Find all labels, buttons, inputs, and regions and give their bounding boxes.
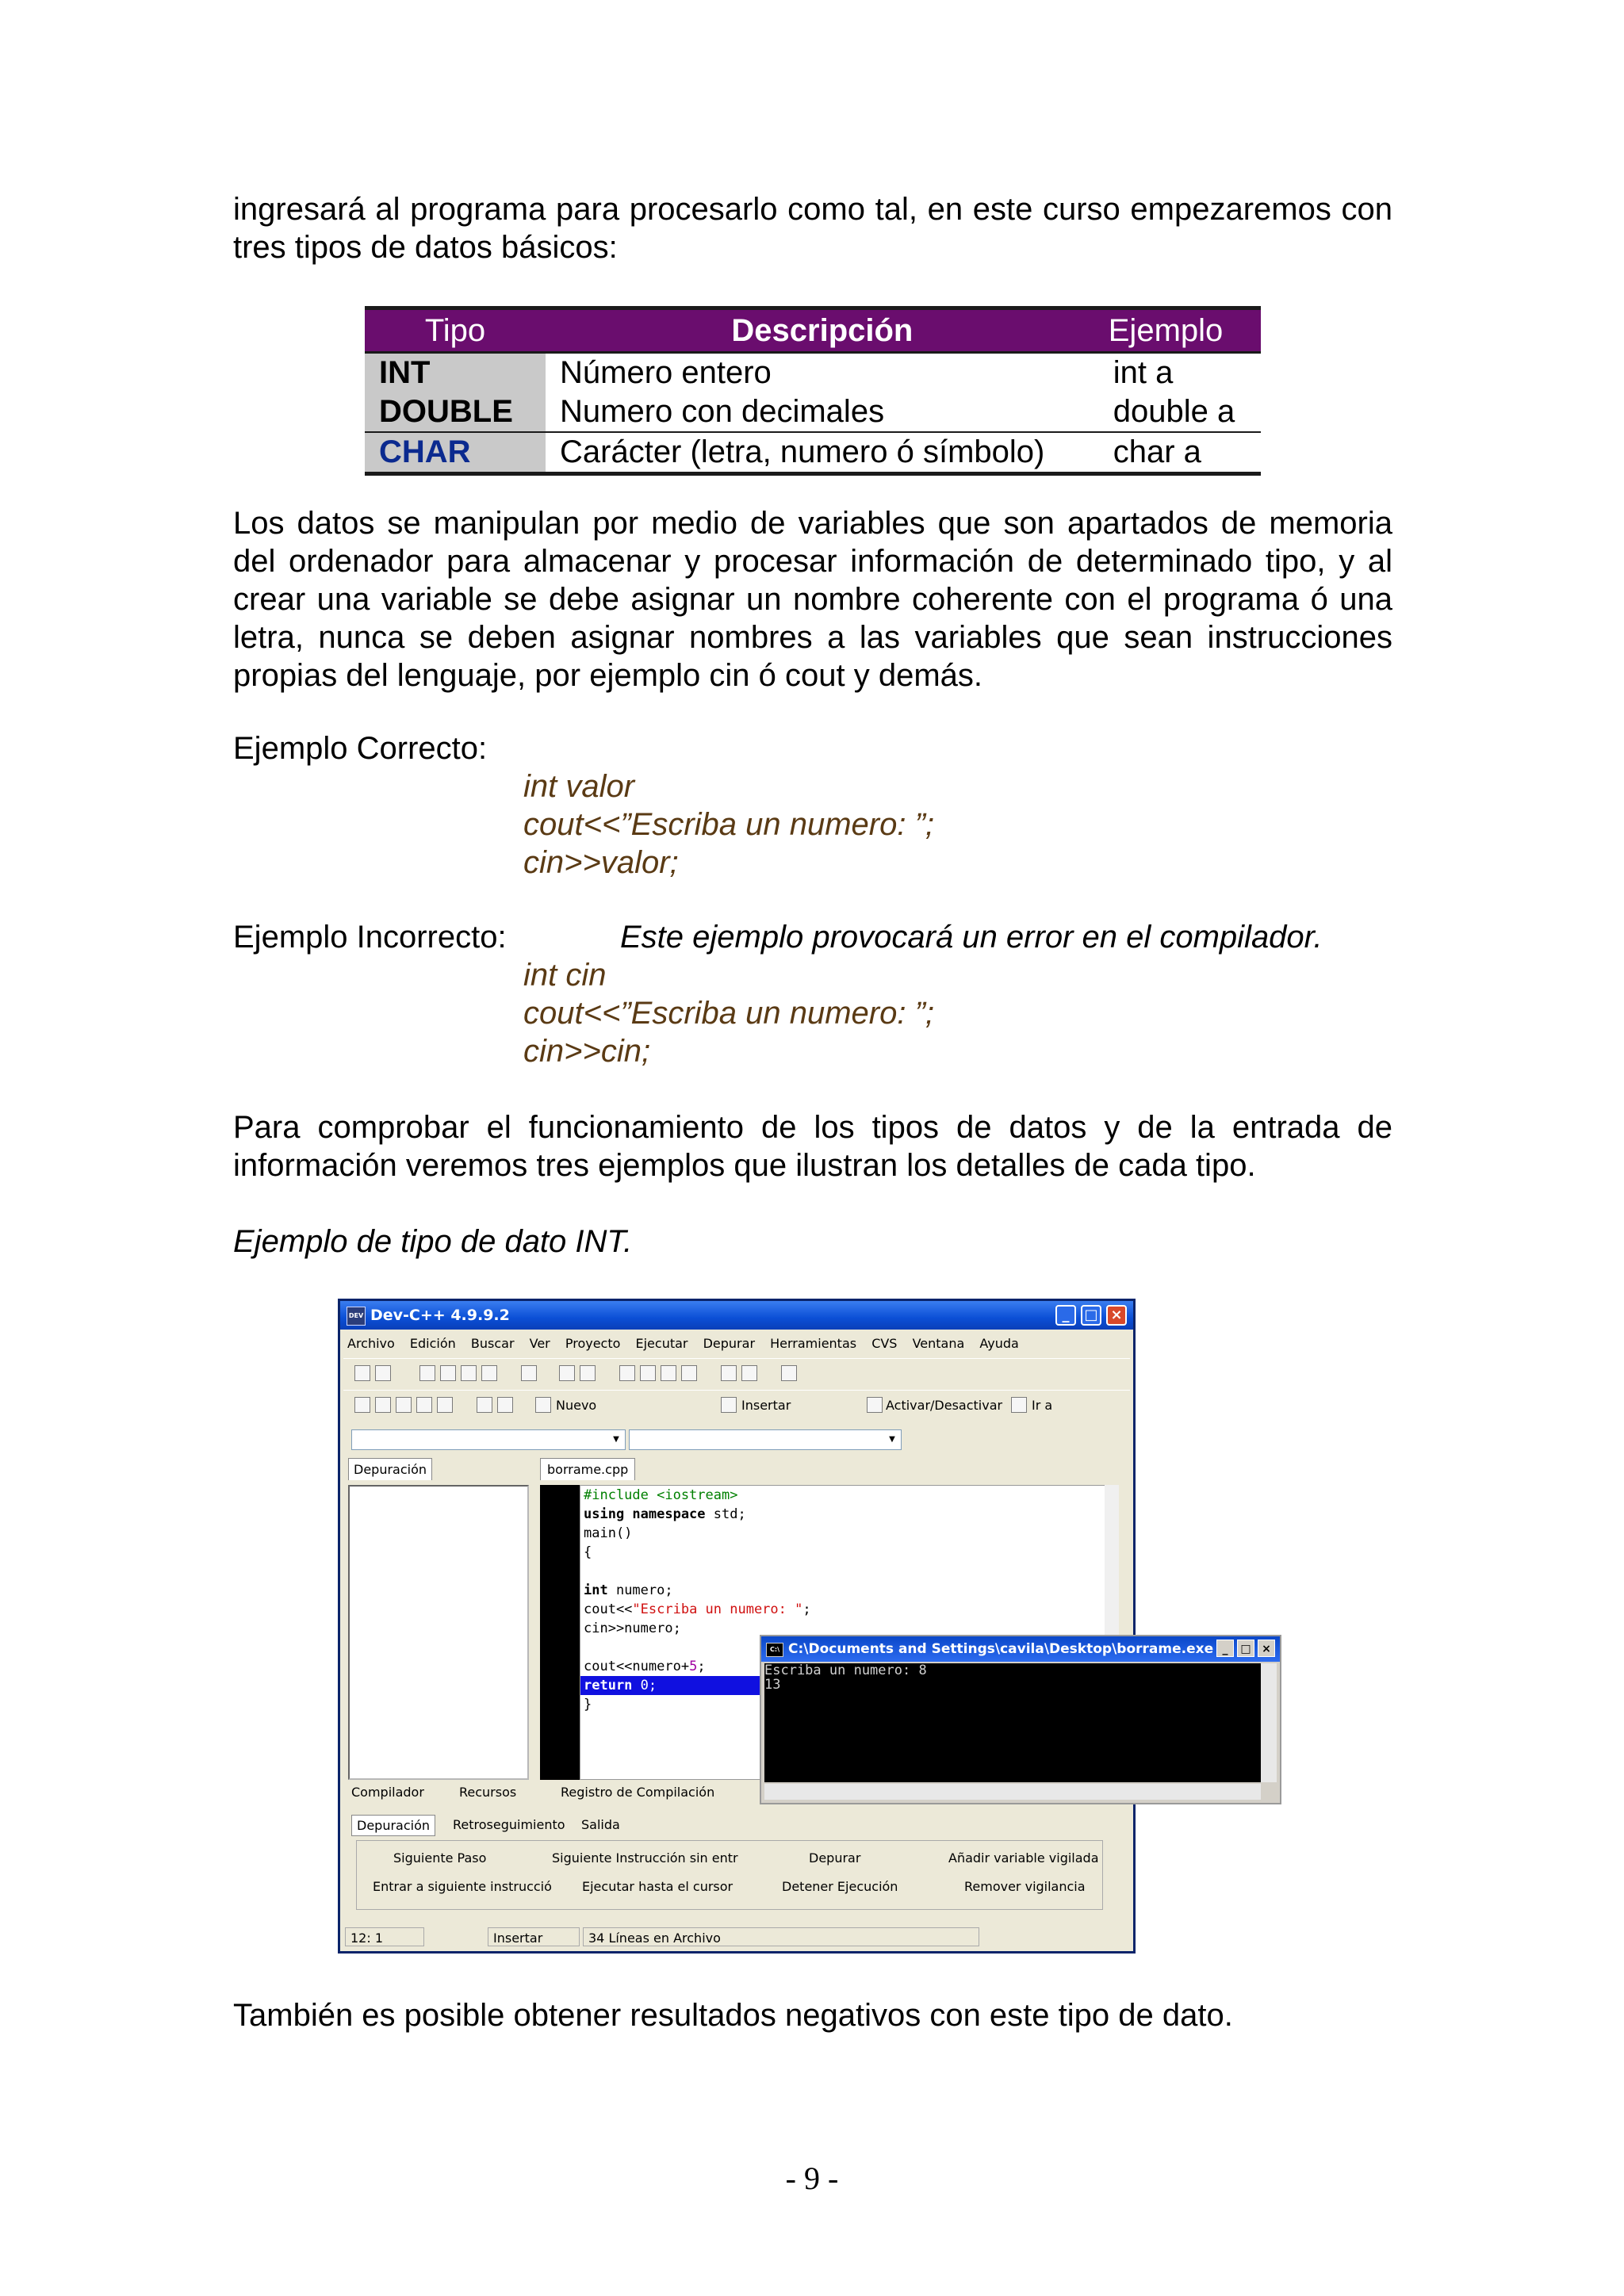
secondary-toolbar bbox=[343, 1390, 1130, 1419]
table-row bbox=[365, 353, 1261, 393]
bottom-panel bbox=[348, 1785, 1125, 1927]
remover-vigilancia-button[interactable]: Remover vigilancia bbox=[964, 1879, 1086, 1894]
compile-run-icon[interactable] bbox=[396, 1397, 412, 1413]
cell-tipo: INT bbox=[365, 353, 546, 393]
cell-descripcion: Numero con decimales bbox=[546, 392, 1099, 432]
tab-compilador[interactable]: Compilador bbox=[351, 1785, 424, 1800]
activar-label[interactable]: Activar/Desactivar bbox=[886, 1398, 1003, 1413]
class-combo[interactable] bbox=[351, 1429, 626, 1450]
minimize-button[interactable]: _ bbox=[1055, 1305, 1076, 1326]
rebuild-icon[interactable] bbox=[416, 1397, 432, 1413]
header-ejemplo: Ejemplo bbox=[1099, 308, 1261, 353]
find-icon[interactable] bbox=[619, 1365, 635, 1381]
page-number: - 9 - bbox=[785, 2160, 839, 2196]
tab-salida[interactable]: Salida bbox=[581, 1817, 620, 1832]
code-line: cin>>numero; bbox=[584, 1621, 681, 1636]
close-file-icon[interactable] bbox=[481, 1365, 497, 1381]
console-close-button[interactable]: × bbox=[1258, 1640, 1275, 1657]
chevron-down-icon: ▼ bbox=[889, 1435, 895, 1444]
window-titlebar bbox=[340, 1301, 1133, 1330]
ira-label[interactable]: Ir a bbox=[1032, 1398, 1053, 1413]
code-line: cout<<"Escriba un numero: "; bbox=[584, 1601, 811, 1617]
code-line: { bbox=[584, 1544, 592, 1560]
about-icon[interactable] bbox=[497, 1397, 513, 1413]
add-to-project-icon[interactable] bbox=[721, 1365, 737, 1381]
debug-icon[interactable] bbox=[437, 1397, 453, 1413]
new-file-icon[interactable] bbox=[419, 1365, 435, 1381]
code-line: cin>>valor; bbox=[523, 845, 679, 880]
close-button[interactable]: × bbox=[1106, 1305, 1127, 1326]
code-line: cout<<”Escriba un numero: ”; bbox=[523, 807, 935, 842]
editor-gutter bbox=[540, 1485, 580, 1780]
chevron-down-icon: ▼ bbox=[613, 1435, 619, 1444]
table-row bbox=[365, 432, 1261, 474]
menu-ejecutar[interactable]: Ejecutar bbox=[635, 1336, 688, 1351]
save-icon[interactable] bbox=[440, 1365, 456, 1381]
console-hscroll[interactable] bbox=[764, 1784, 1261, 1800]
goto-line-icon[interactable] bbox=[681, 1365, 697, 1381]
console-title: C:\Documents and Settings\cavila\Desktop\borrame.exe bbox=[788, 1641, 1214, 1657]
new-icon[interactable] bbox=[535, 1397, 551, 1413]
goto-icon[interactable] bbox=[1011, 1397, 1027, 1413]
code-line: cin>>cin; bbox=[523, 1034, 651, 1069]
header-descripcion: Descripción bbox=[546, 308, 1099, 353]
code-line: main() bbox=[584, 1525, 633, 1541]
class-icon[interactable] bbox=[375, 1365, 391, 1381]
main-toolbar bbox=[343, 1358, 1130, 1387]
save-all-icon[interactable] bbox=[461, 1365, 477, 1381]
intro-paragraph: ingresará al programa para procesarlo como tal, en este curso empezaremos con tres tipos de datos básicos: bbox=[233, 192, 1392, 265]
code-line: using namespace std; bbox=[584, 1506, 746, 1522]
compile-icon[interactable] bbox=[354, 1397, 370, 1413]
left-panel bbox=[348, 1458, 530, 1781]
code-line: int cin bbox=[523, 958, 607, 993]
breakpoint-line: return 0; bbox=[580, 1676, 766, 1695]
menu-depurar[interactable]: Depurar bbox=[703, 1336, 756, 1351]
table-row bbox=[365, 392, 1261, 432]
variables-paragraph: Los datos se manipulan por medio de variables que son apartados de memoria del ordenador para almacenar y procesar información de determinado tipo, y al crear una variable se debe asignar un nombre coherente con el programa ó una letra, nunca se deben asignar nombres a las variables que sean instrucciones propias del lenguaje, por ejemplo cin ó cout y demás. bbox=[233, 506, 1392, 693]
member-combo[interactable] bbox=[629, 1429, 902, 1450]
debug-buttons-area bbox=[356, 1840, 1103, 1910]
project-icon[interactable] bbox=[354, 1365, 370, 1381]
maximize-button[interactable]: □ bbox=[1081, 1305, 1101, 1326]
help-icon[interactable] bbox=[477, 1397, 492, 1413]
insertar-label[interactable]: Insertar bbox=[741, 1398, 791, 1413]
replace-icon[interactable] bbox=[640, 1365, 656, 1381]
menu-archivo[interactable]: Archivo bbox=[347, 1336, 395, 1351]
debug-tree[interactable] bbox=[348, 1485, 529, 1780]
code-line: cout<<”Escriba un numero: ”; bbox=[523, 996, 935, 1031]
cell-tipo: DOUBLE bbox=[365, 392, 546, 432]
incorrect-example-note: Este ejemplo provocará un error en el compilador. bbox=[620, 920, 1323, 955]
siguiente-instruccion-button[interactable]: Siguiente Instrucción sin entr bbox=[552, 1850, 738, 1866]
menu-ventana[interactable]: Ventana bbox=[912, 1336, 965, 1351]
nuevo-label[interactable]: Nuevo bbox=[556, 1398, 597, 1413]
cell-descripcion: Carácter (letra, numero ó símbolo) bbox=[546, 432, 1099, 474]
menu-proyecto[interactable]: Proyecto bbox=[565, 1336, 621, 1351]
insert-icon[interactable] bbox=[721, 1397, 737, 1413]
tab-registro[interactable]: Registro de Compilación bbox=[561, 1785, 715, 1800]
redo-icon[interactable] bbox=[580, 1365, 596, 1381]
toggle-icon[interactable] bbox=[867, 1397, 883, 1413]
code-line: int valor bbox=[523, 769, 635, 804]
tab-depuracion-bottom[interactable]: Depuración bbox=[351, 1815, 435, 1836]
console-vscroll[interactable] bbox=[1261, 1663, 1277, 1782]
undo-icon[interactable] bbox=[559, 1365, 575, 1381]
print-icon[interactable] bbox=[521, 1365, 537, 1381]
console-minimize-button[interactable]: _ bbox=[1216, 1640, 1234, 1657]
correct-example-label: Ejemplo Correcto: bbox=[233, 731, 488, 766]
console-maximize-button[interactable]: □ bbox=[1237, 1640, 1254, 1657]
status-bar bbox=[345, 1927, 1128, 1948]
check-paragraph: Para comprobar el funcionamiento de los tipos de datos y de la entrada de información veremos tres ejemplos que ilustran los detalles de cada tipo. bbox=[233, 1110, 1392, 1183]
tab-retroseguimiento[interactable]: Retroseguimiento bbox=[453, 1817, 565, 1832]
menu-buscar[interactable]: Buscar bbox=[470, 1336, 515, 1351]
code-line: #include <iostream> bbox=[584, 1487, 738, 1503]
menu-cvs[interactable]: CVS bbox=[871, 1336, 898, 1351]
app-icon: DEV bbox=[347, 1307, 366, 1326]
closing-paragraph: También es posible obtener resultados negativos con este tipo de dato. bbox=[233, 1998, 1233, 2033]
window-title: Dev-C++ 4.9.9.2 bbox=[370, 1307, 510, 1324]
anadir-variable-button[interactable]: Añadir variable vigilada bbox=[948, 1850, 1099, 1866]
status-lines: 34 Líneas en Archivo bbox=[583, 1927, 979, 1946]
status-mode: Insertar bbox=[488, 1927, 580, 1946]
data-types-table bbox=[365, 306, 1261, 476]
menu-herramientas[interactable]: Herramientas bbox=[770, 1336, 857, 1351]
remove-from-project-icon[interactable] bbox=[741, 1365, 757, 1381]
options-icon[interactable] bbox=[781, 1365, 797, 1381]
menu-edicion[interactable]: Edición bbox=[409, 1336, 456, 1351]
cell-tipo: CHAR bbox=[365, 432, 546, 474]
status-position: 12: 1 bbox=[345, 1927, 424, 1946]
cell-ejemplo: double a bbox=[1099, 392, 1261, 432]
menu-bar bbox=[343, 1333, 1130, 1355]
detener-ejecucion-button[interactable]: Detener Ejecución bbox=[782, 1879, 898, 1894]
cell-ejemplo: int a bbox=[1113, 355, 1174, 390]
console-window bbox=[760, 1635, 1281, 1804]
file-tab[interactable]: borrame.cpp bbox=[540, 1458, 635, 1480]
header-tipo: Tipo bbox=[365, 308, 546, 353]
code-line: cout<<numero+5; bbox=[584, 1659, 706, 1674]
entrar-instruccion-button[interactable]: Entrar a siguiente instrucció bbox=[373, 1879, 552, 1894]
code-line: int numero; bbox=[584, 1582, 673, 1598]
run-icon[interactable] bbox=[375, 1397, 391, 1413]
table-header-row bbox=[365, 308, 1261, 353]
code-line: } bbox=[584, 1697, 592, 1712]
depurar-button[interactable]: Depurar bbox=[809, 1850, 861, 1866]
example-title: Ejemplo de tipo de dato INT. bbox=[233, 1224, 633, 1259]
tab-depuracion[interactable]: Depuración bbox=[348, 1458, 432, 1480]
ejecutar-cursor-button[interactable]: Ejecutar hasta el cursor bbox=[582, 1879, 733, 1894]
menu-ayuda[interactable]: Ayuda bbox=[979, 1336, 1019, 1351]
siguiente-paso-button[interactable]: Siguiente Paso bbox=[393, 1850, 487, 1866]
incorrect-example-label: Ejemplo Incorrecto: bbox=[233, 920, 507, 955]
cell-descripcion: Número entero bbox=[560, 355, 772, 390]
cell-ejemplo: char a bbox=[1099, 432, 1261, 474]
devcpp-window bbox=[338, 1299, 1136, 1954]
tab-recursos[interactable]: Recursos bbox=[459, 1785, 517, 1800]
console-icon: C:\ bbox=[766, 1643, 783, 1657]
console-titlebar bbox=[761, 1636, 1280, 1662]
console-output: Escriba un numero: 8 13 bbox=[764, 1663, 1261, 1782]
find-next-icon[interactable] bbox=[661, 1365, 676, 1381]
menu-ver[interactable]: Ver bbox=[529, 1336, 550, 1351]
